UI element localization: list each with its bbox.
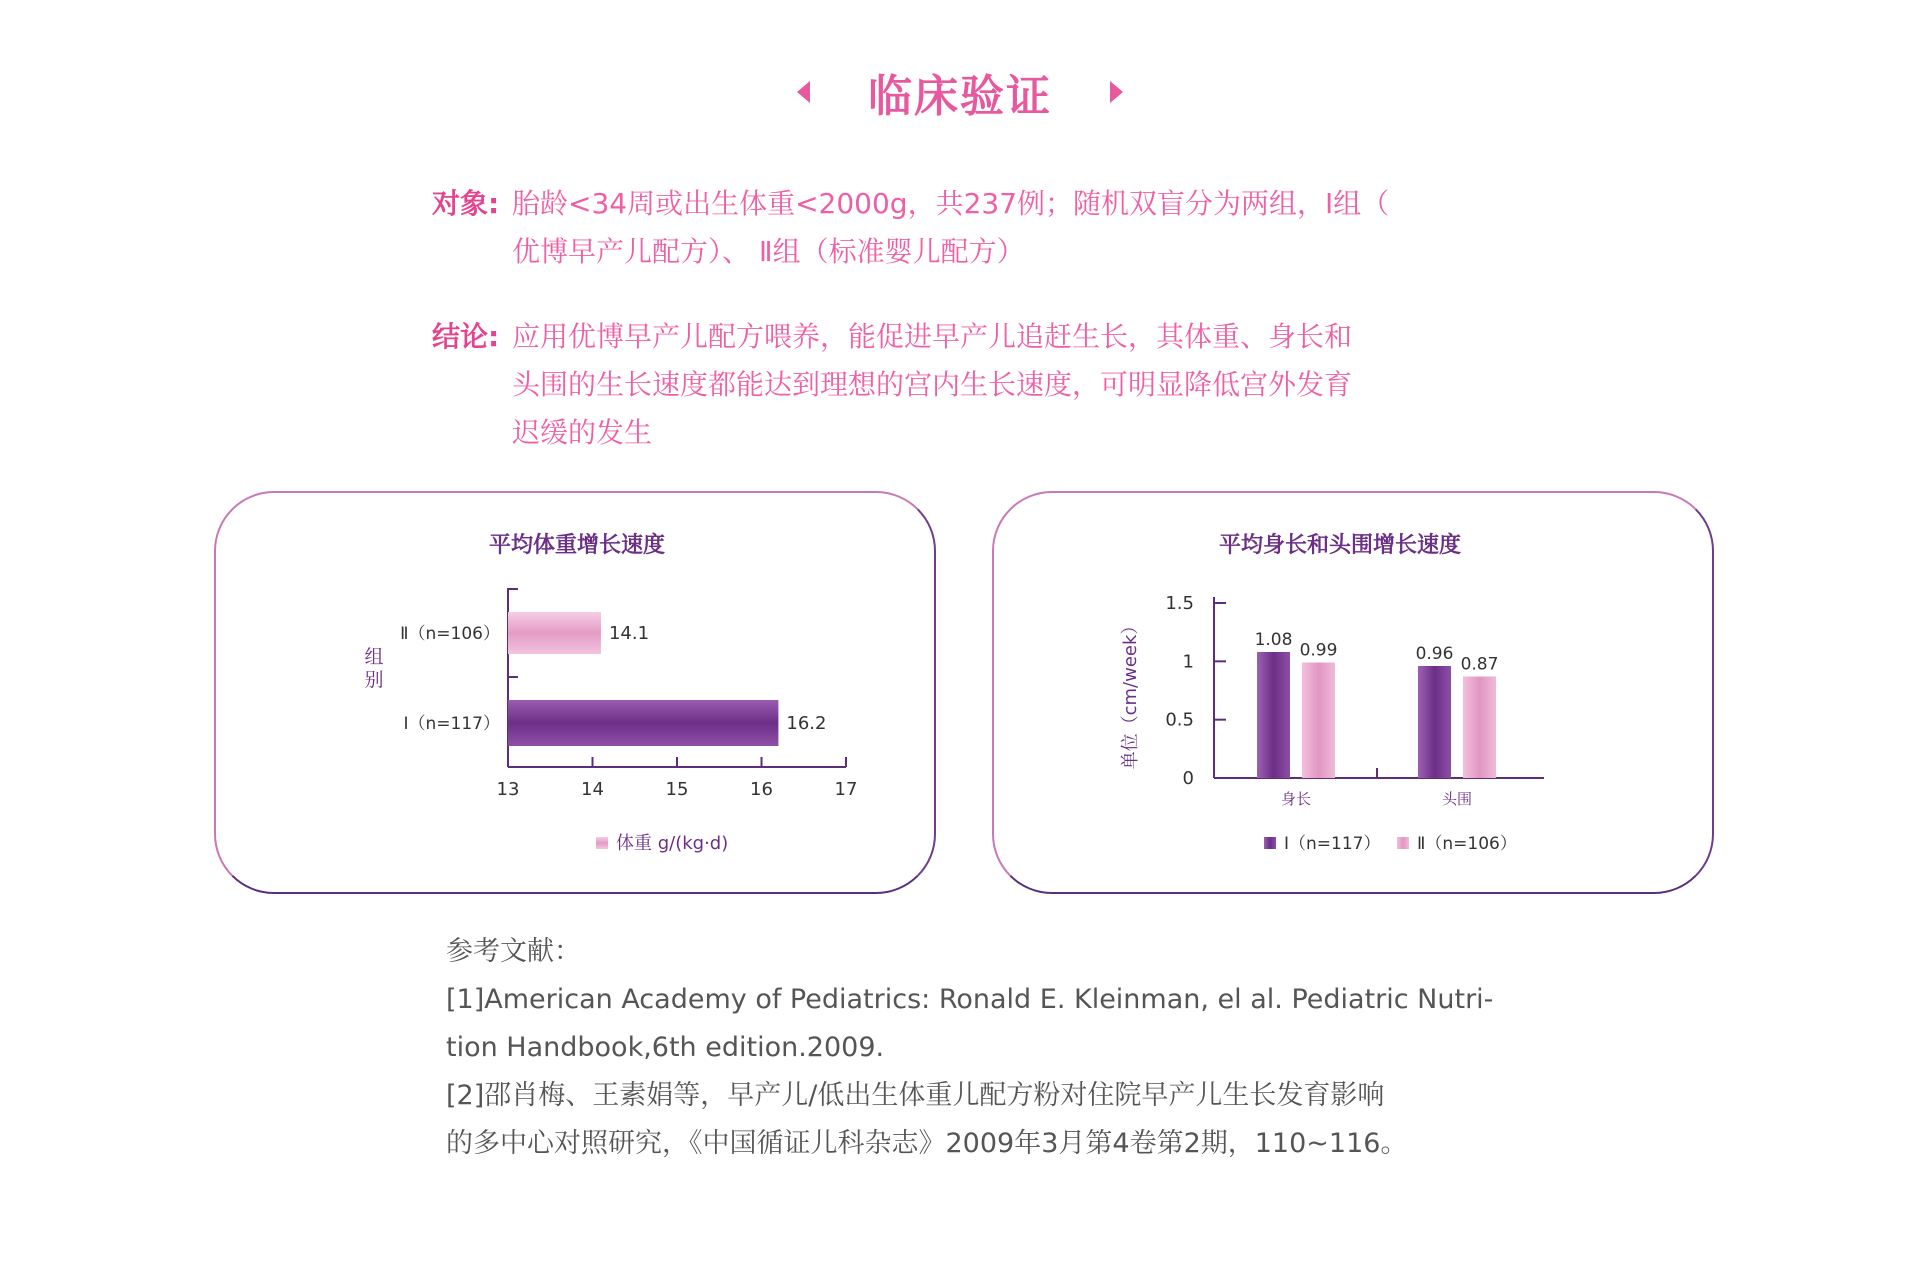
subject-line: 胎龄<34周或出生体重<2000g，共237例；随机双盲分为两组，Ⅰ组（: [512, 187, 1390, 220]
x-category-label: 头围: [1441, 790, 1473, 808]
conclusion-line: 头围的生长速度都能达到理想的宫内生长速度，可明显降低宫外发育: [512, 368, 1353, 401]
data-label: 16.2: [786, 713, 827, 734]
reference-line: [1]American Academy of Pediatrics: Ronald E. Kleinman, el al. Pediatric Nutri-: [446, 984, 1494, 1015]
subject-label: 对象:: [432, 187, 500, 220]
legend-swatch: [596, 837, 608, 849]
conclusion-text: [512, 313, 1432, 457]
conclusion-label: 结论:: [432, 320, 500, 353]
page-title: 临床验证: [868, 71, 1052, 122]
legend-label: Ⅰ（n=117）: [1284, 834, 1381, 854]
bar: [1302, 663, 1335, 779]
triangle-left-icon: [797, 81, 810, 103]
data-label: 1.08: [1254, 630, 1293, 650]
y-tick-label: 0.5: [1165, 709, 1194, 731]
subject-section: [432, 180, 1452, 276]
legend-label: 体重 g/(kg·d): [616, 833, 729, 854]
x-tick-label: 17: [834, 779, 858, 800]
y-axis-label: 单位（cm/week）: [1120, 616, 1141, 770]
x-tick-label: 13: [496, 779, 520, 800]
bar: [1463, 677, 1496, 779]
chart-title: 平均体重增长速度: [488, 533, 666, 558]
chart-title: 平均身长和头围增长速度: [1218, 533, 1462, 558]
reference-line: 的多中心对照研究，《中国循证儿科杂志》2009年3月第4卷第2期，110~116。: [446, 1128, 1408, 1159]
legend-label: Ⅱ（n=106）: [1417, 834, 1517, 854]
weight-chart-panel: [214, 491, 936, 894]
x-tick-label: 16: [750, 779, 773, 800]
legend-swatch: [1264, 837, 1276, 849]
y-tick-label: 1.5: [1165, 593, 1194, 614]
triangle-right-icon: [1110, 81, 1123, 103]
header: [0, 62, 1920, 122]
category-label: Ⅰ（n=117）: [403, 714, 500, 734]
data-label: 0.99: [1299, 640, 1338, 661]
conclusion-section: [432, 313, 1452, 457]
references-title: 参考文献：: [446, 936, 581, 967]
reference-line: tion Handbook,6th edition.2009.: [446, 1032, 885, 1063]
x-tick-label: 15: [665, 779, 689, 800]
y-axis-label: 组别: [364, 646, 384, 691]
x-tick-label: 14: [581, 779, 604, 800]
data-label: 0.96: [1415, 644, 1454, 664]
weight-chart: [216, 493, 938, 896]
subject-text: [512, 180, 1432, 276]
bar: [508, 700, 778, 746]
data-label: 0.87: [1460, 654, 1499, 675]
length-head-chart: [994, 493, 1716, 896]
length-head-chart-panel: [992, 491, 1714, 894]
y-tick-label: 0: [1182, 768, 1194, 789]
data-label: 14.1: [608, 623, 650, 644]
y-tick-label: 1: [1182, 651, 1194, 673]
conclusion-line: 应用优博早产儿配方喂养，能促进早产儿追赶生长，其体重、身长和: [512, 320, 1353, 353]
legend-swatch: [1397, 837, 1409, 849]
bar: [1257, 652, 1290, 778]
x-category-label: 身长: [1280, 790, 1312, 808]
bar: [508, 612, 601, 654]
conclusion-line: 迟缓的发生: [512, 416, 653, 449]
references: [446, 928, 1506, 1168]
bar: [1418, 666, 1451, 778]
category-label: Ⅱ（n=106）: [400, 624, 500, 644]
reference-line: [2]邵肖梅、王素娟等，早产儿/低出生体重儿配方粉对住院早产儿生长发育影响: [446, 1080, 1385, 1111]
subject-line: 优博早产儿配方）、 Ⅱ组（标准婴儿配方）: [512, 235, 1025, 268]
